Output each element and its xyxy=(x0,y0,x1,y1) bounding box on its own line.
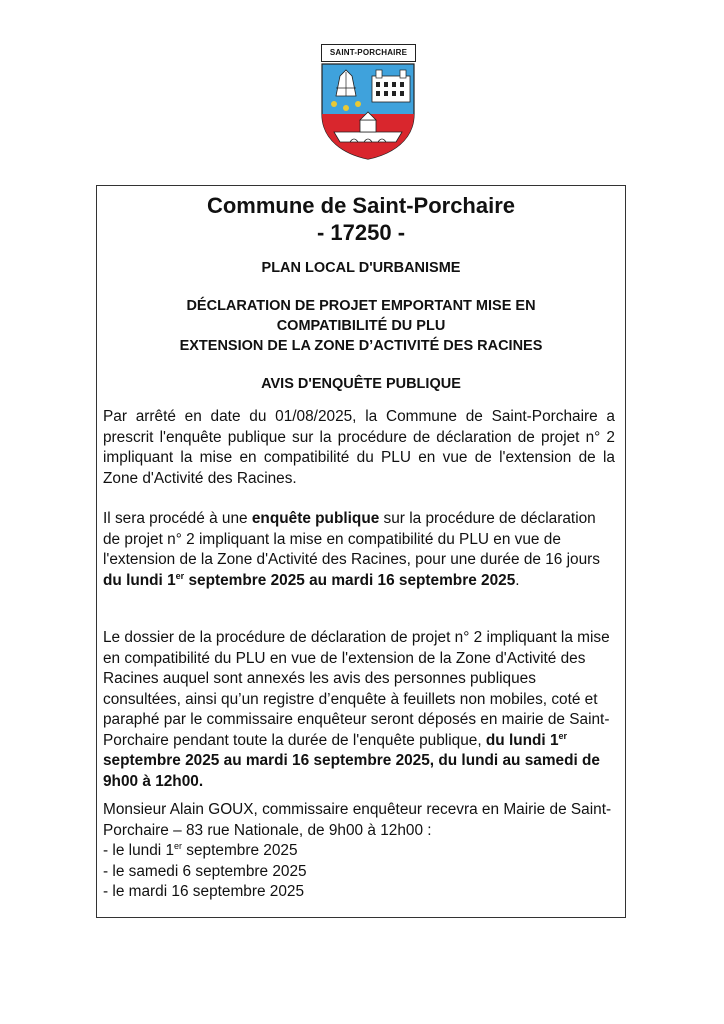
crest-banner: SAINT-PORCHAIRE xyxy=(321,44,416,62)
paragraph-arrete: Par arrêté en date du 01/08/2025, la Commune de Saint-Porchaire a prescrit l'enquête publique sur la procédure de déclaration de projet n° 2 impliquant la mise en compatibilité du PLU en vue de l'extension de la Zone d'Activité des Racines. xyxy=(103,408,615,487)
para3-bold-1: du lundi 1 xyxy=(485,731,559,749)
para2-bold-1: enquête publique xyxy=(251,510,380,527)
declaration-line-1: DÉCLARATION DE PROJET EMPORTANT MISE EN xyxy=(186,298,536,314)
notice-frame xyxy=(96,185,626,918)
permanence-date-1 xyxy=(103,841,615,862)
paragraph-enquete xyxy=(103,509,615,591)
para2-sup: er xyxy=(175,570,185,581)
notice-title xyxy=(97,192,625,246)
commune-crest xyxy=(320,44,416,160)
permanence-date-3: - le mardi 16 septembre 2025 xyxy=(103,883,305,900)
permanences-intro: Monsieur Alain GOUX, commissaire enquêteur recevra en Mairie de Saint-Porchaire – 83 rue Nationale, de 9h00 à 12h00 : xyxy=(103,801,612,839)
declaration-line-3: EXTENSION DE LA ZONE D’ACTIVITÉ DES RACINES xyxy=(179,338,543,354)
postcode: - 17250 - xyxy=(316,220,406,245)
date-1-sup: er xyxy=(174,840,183,851)
para2-text-1: Il sera procédé à une xyxy=(103,510,252,527)
paragraph-permanences xyxy=(103,800,615,903)
para3-sup: er xyxy=(558,730,568,741)
para2-text-3: . xyxy=(515,571,520,589)
para2-bold-date-start xyxy=(103,572,515,589)
para2-bold-2: du lundi 1 xyxy=(103,571,176,589)
permanence-date-2: - le samedi 6 septembre 2025 xyxy=(103,862,307,880)
crest-shield-icon xyxy=(320,62,416,160)
avis-heading: AVIS D'ENQUÊTE PUBLIQUE xyxy=(261,376,461,392)
para2-bold-3: septembre 2025 au mardi 16 septembre 2025 xyxy=(184,571,516,589)
para2-text-2: sur la procédure de déclaration de projet n° 2 impliquant la mise en compatibilité du PLU en vue de l'extension de la Zone d'Activité des Racines, pour une durée de 16 jours xyxy=(103,510,600,568)
para3-text-1: Le dossier de la procédure de déclaration de projet n° 2 impliquant la mise en compatibilité du PLU en vue de l'extension de la Zone d'Activité des Racines auquel sont annexés les avis des personnes publiques consultées, ainsi qu’un registre d’enquête à feuillets non mobiles, coté et paraphé par le commissaire enquêteur seront déposés en mairie de Saint-Porchaire pendant toute la durée de l'enquête publique, xyxy=(103,629,610,749)
declaration-line-2: COMPATIBILITÉ DU PLU xyxy=(276,318,446,334)
paragraph-dossier xyxy=(103,628,615,792)
date-1-b: septembre 2025 xyxy=(182,842,298,859)
plan-heading: PLAN LOCAL D'URBANISME xyxy=(261,260,461,276)
declaration-heading xyxy=(117,296,605,356)
date-1-a: - le lundi 1 xyxy=(103,842,175,859)
commune-name: Commune de Saint-Porchaire xyxy=(206,193,516,218)
para3-bold-2: septembre 2025 au mardi 16 septembre 2025, du lundi au samedi de 9h00 à 12h00. xyxy=(103,752,600,790)
